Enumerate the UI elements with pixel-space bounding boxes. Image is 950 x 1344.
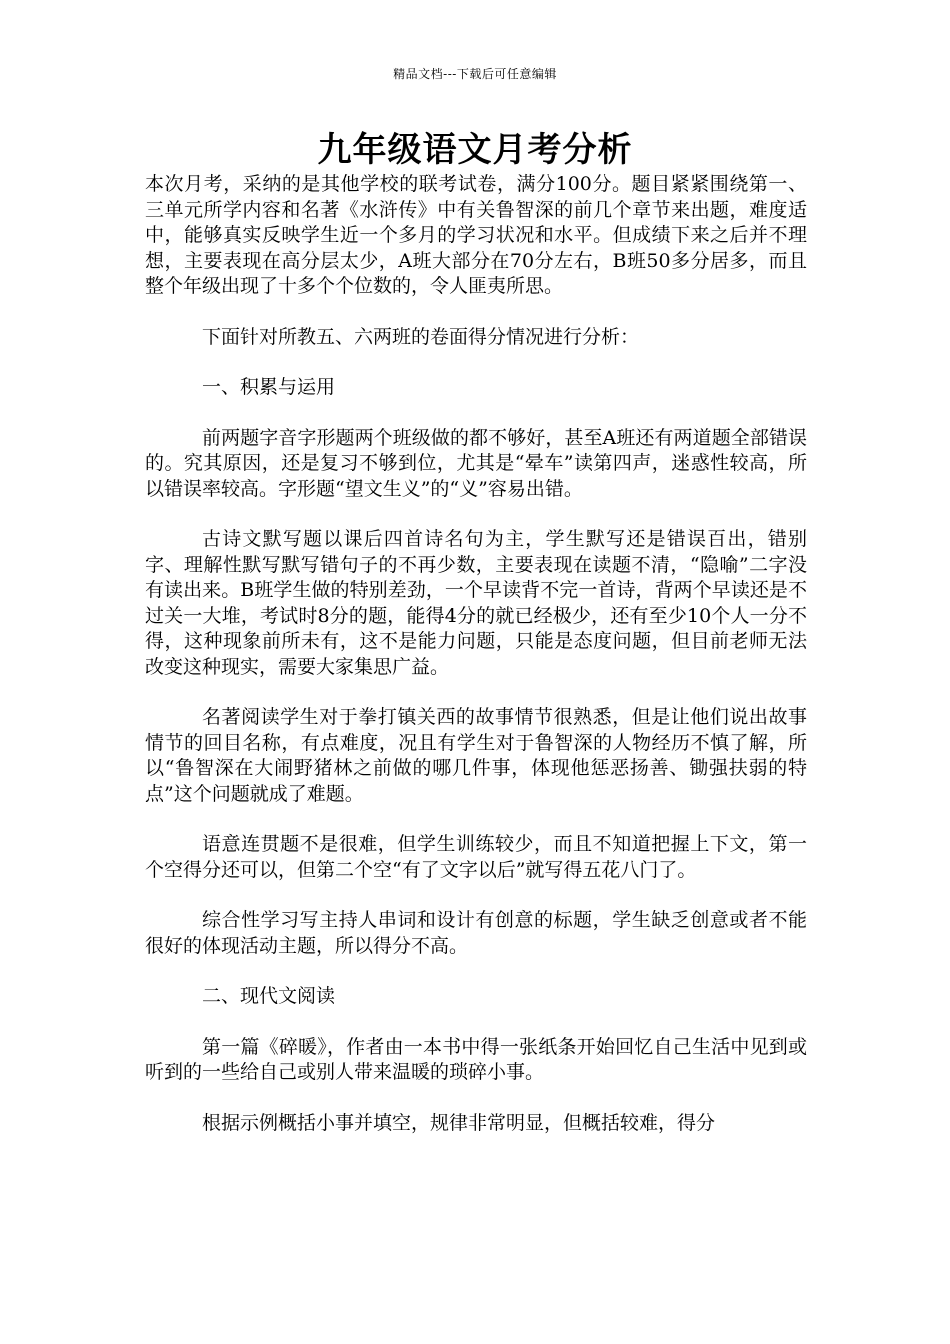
paragraph-poetry-dictation: 古诗文默写题以课后四首诗名句为主，学生默写还是错误百出，错别字、理解性默写默写错句子的不再少数，主要表现在读题不清，“隐喻”二字没有读出来。B班学生做的特别差劲，一个早读背不完一首诗，背两个早读还是不过关一大堆，考试时8分的题，能得4分的就已经极少，还有至少10个人一分不得，这种现象前所未有，这不是能力问题，只能是态度问题，但目前老师无法改变这种现实，需要大家集思广益。 — [145, 528, 807, 678]
header-note: 精品文档---下载后可任意编辑 — [393, 67, 557, 81]
section-heading-accumulation: 一、积累与运用 — [202, 376, 336, 398]
paragraph-analysis-lead: 下面针对所教五、六两班的卷面得分情况进行分析： — [202, 325, 640, 348]
paragraph-classic-reading: 名著阅读学生对于拳打镇关西的故事情节很熟悉，但是让他们说出故事情节的回目名称，有点难度，况且有学生对于鲁智深的人物经历不慎了解，所以“鲁智深在大闹野猪林之前做的哪几件事，体现他惩恶扬善、锄强扶弱的特点”这个问题就成了难题。 — [145, 706, 807, 805]
document-title: 九年级语文月考分析 — [317, 130, 633, 170]
paragraph-first-article: 第一篇《碎暖》，作者由一本书中得一张纸条开始回忆自己生活中见到或听到的一些给自己或别人带来温暖的琐碎小事。 — [145, 1035, 807, 1083]
paragraph-comprehensive: 综合性学习写主持人串词和设计有创意的标题，学生缺乏创意或者不能很好的体现活动主题，所以得分不高。 — [145, 909, 807, 957]
paragraph-pronunciation: 前两题字音字形题两个班级做的都不够好，甚至A班还有两道题全部错误的。究其原因，还是复习不够到位，尤其是“晕车”读第四声，迷惑性较高，所以错误率较高。字形题“望文生义”的“义”容易出错。 — [145, 426, 807, 500]
paragraph-summary-task: 根据示例概括小事并填空，规律非常明显，但概括较难，得分 — [202, 1111, 716, 1134]
document-body — [145, 172, 807, 1161]
section-heading-modern-reading: 二、现代文阅读 — [202, 985, 336, 1007]
paragraph-intro: 本次月考，采纳的是其他学校的联考试卷，满分100分。题目紧紧围绕第一、三单元所学内容和名著《水浒传》中有关鲁智深的前几个章节来出题，难度适中，能够真实反映学生近一个多月的学习状况和水平。但成绩下来之后并不理想，主要表现在高分层太少，A班大部分在70分左右，B班50多分居多，而且整个年级出现了十多个个位数的，令人匪夷所思。 — [145, 173, 807, 297]
paragraph-coherence: 语意连贯题不是很难，但学生训练较少，而且不知道把握上下文，第一个空得分还可以，但第二个空“有了文字以后”就写得五花八门了。 — [145, 833, 807, 881]
